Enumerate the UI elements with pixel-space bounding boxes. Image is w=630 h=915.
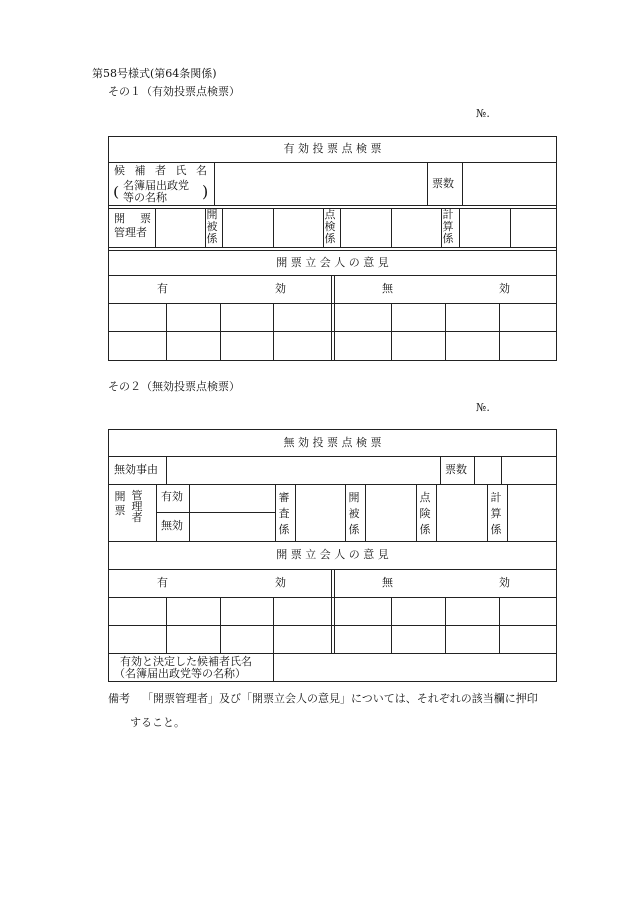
manager-label-2: 管理者 [114,226,147,239]
candidate-name-label: 候 補 者 氏 名 [114,164,210,177]
votes-label: 票数 [432,177,454,190]
valid-label-left-2: 有 [157,576,168,589]
party-name-label: 名簿届出政党 [123,179,189,192]
section2-title: その２（無効投票点検票） [108,380,240,393]
section1-title: その１（有効投票点検票） [108,85,240,98]
invalid-label-left: 無 [382,282,393,295]
keisan-kakari-label-2: 計算係 [490,491,502,536]
votes-label-2: 票数 [445,463,467,476]
kaihi-kakari-label-2: 開被係 [348,491,360,536]
form1-title: 有 効 投 票 点 検 票 [283,142,382,155]
form-number: 第58号様式(第64条関係) [92,67,217,80]
keisan-kakari-label: 計算係 [442,208,454,245]
kanrisha-label: 管理者 [131,489,143,524]
tenken-kakari-label: 点検係 [324,208,336,245]
tenken-kakari-label-2: 点険係 [419,491,431,536]
witness-header-1: 開 票 立 会 人 の 意 見 [276,256,389,269]
kaihi-kakari-label: 開被係 [206,208,218,245]
invalid-label-left-2: 無 [382,576,393,589]
bracket-left: ( [113,183,120,201]
bracket-right: ) [202,182,209,201]
valid-label-left: 有 [157,282,168,295]
invalid-label-right-2: 効 [499,576,510,589]
number-label-1: №. [476,107,490,120]
party-name-label-2: 等の名称 [123,191,167,204]
form2-title: 無 効 投 票 点 検 票 [283,436,382,449]
remarks-label: 備考 [108,692,130,705]
number-label-2: №. [476,401,490,414]
decided-party-label: （名簿届出政党等の名称） [114,667,246,680]
invalid-reason-label: 無効事由 [114,463,158,476]
shinsa-kakari-label: 審査係 [278,491,290,536]
witness-header-2: 開 票 立 会 人 の 意 見 [276,548,389,561]
decided-candidate-label: 有効と決定した候補者氏名 [120,655,252,668]
invalid-label-right: 効 [499,282,510,295]
valid-label-right: 効 [275,282,286,295]
remarks-text-2: すること。 [130,716,185,729]
invalid-sub-label: 無効 [161,519,183,532]
kaihyo-label: 開票 [114,490,126,517]
manager-label-1: 開 票 [114,212,153,225]
valid-sub-label: 有効 [161,490,183,503]
remarks-text-1: 「開票管理者」及び「開票立会人の意見」については、それぞれの該当欄に押印 [142,692,538,705]
valid-label-right-2: 効 [275,576,286,589]
